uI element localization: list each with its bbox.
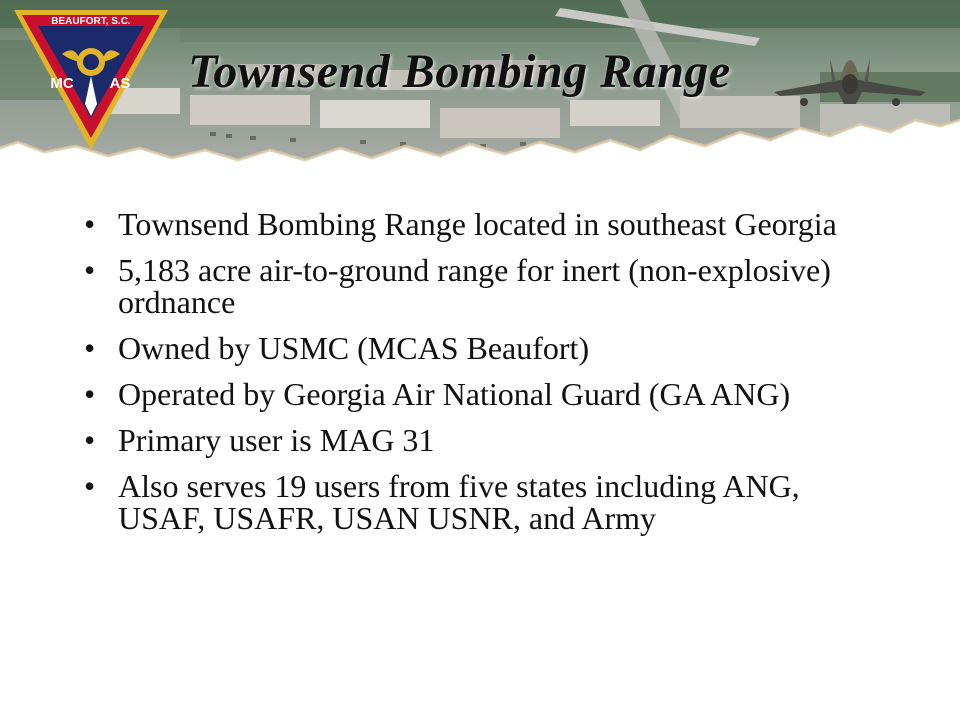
bullet-text: Operated by Georgia Air National Guard (GA ANG) bbox=[118, 376, 791, 412]
emblem-right-text: AS bbox=[109, 75, 131, 92]
bullet-item bbox=[84, 208, 844, 240]
bullet-text: Townsend Bombing Range located in southeast Georgia bbox=[118, 206, 837, 242]
mcas-beaufort-emblem bbox=[10, 4, 172, 154]
bullet-dot-icon: • bbox=[84, 422, 96, 458]
bullet-text: Owned by USMC (MCAS Beaufort) bbox=[118, 330, 590, 366]
bullet-item bbox=[84, 470, 844, 534]
bullet-text: Also serves 19 users from five states including ANG, USAF, USAFR, USAN USNR, and Army bbox=[118, 468, 800, 536]
bullet-item bbox=[84, 254, 844, 318]
bullet-dot-icon: • bbox=[84, 468, 96, 504]
fighter-jet-icon bbox=[770, 36, 930, 126]
emblem-top-text: BEAUFORT, S.C. bbox=[51, 16, 131, 27]
bullet-item bbox=[84, 378, 844, 410]
bullet-text: 5,183 acre air-to-ground range for inert (non-explosive) ordnance bbox=[118, 252, 831, 320]
bullet-item bbox=[84, 424, 844, 456]
bullet-dot-icon: • bbox=[84, 330, 96, 366]
bullet-list bbox=[84, 208, 844, 548]
bullet-dot-icon: • bbox=[84, 252, 96, 288]
bullet-item bbox=[84, 332, 844, 364]
bullet-text: Primary user is MAG 31 bbox=[118, 422, 435, 458]
emblem-left-text: MC bbox=[50, 75, 74, 92]
slide-title: Townsend Bombing Range bbox=[188, 45, 731, 98]
bullet-dot-icon: • bbox=[84, 206, 96, 242]
bullet-dot-icon: • bbox=[84, 376, 96, 412]
